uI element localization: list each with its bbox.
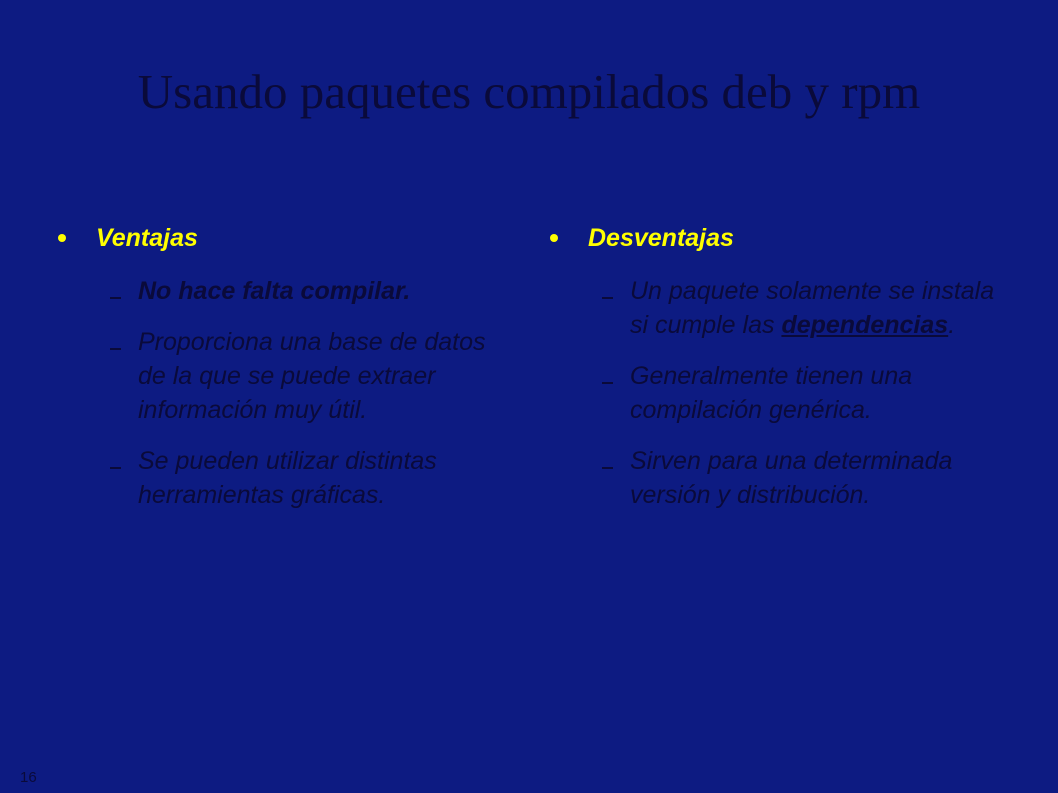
list-item	[56, 325, 516, 427]
list-item	[548, 274, 1018, 342]
disadvantages-column	[548, 220, 1018, 529]
advantages-column	[56, 220, 516, 529]
list-item-text-start: Un paquete solamente se instala si cumple las	[630, 277, 995, 339]
disadvantages-list	[548, 274, 1018, 512]
dash-icon	[110, 467, 121, 469]
list-item-text	[630, 274, 1018, 342]
list-item	[548, 359, 1018, 427]
list-item-text: Se pueden utilizar distintas herramientas gráficas.	[138, 447, 437, 509]
dash-icon	[110, 348, 121, 350]
list-item-text: Generalmente tienen una compilación genérica.	[630, 362, 913, 424]
advantages-heading	[56, 220, 516, 256]
list-item	[56, 274, 516, 308]
list-item	[548, 444, 1018, 512]
list-item-text: Sirven para una determinada versión y distribución.	[630, 447, 953, 509]
dependencies-emphasis: dependencias	[781, 311, 949, 339]
advantages-list	[56, 274, 516, 512]
list-item-text: Proporciona una base de datos de la que se puede extraer información muy útil.	[138, 328, 486, 424]
slide-title: Usando paquetes compilados deb y rpm	[137, 64, 921, 119]
dash-icon	[602, 297, 613, 299]
disadvantages-heading	[548, 220, 1018, 256]
page-number: 16	[20, 769, 37, 786]
dash-icon	[602, 467, 613, 469]
bullet-icon	[550, 234, 558, 242]
list-item-text-end: .	[948, 311, 956, 339]
advantages-heading-label: Ventajas	[96, 224, 198, 252]
dash-icon	[110, 297, 121, 299]
list-item	[56, 444, 516, 512]
disadvantages-heading-label: Desventajas	[588, 224, 734, 252]
dash-icon	[602, 382, 613, 384]
bullet-icon	[58, 234, 66, 242]
list-item-text: No hace falta compilar.	[138, 277, 411, 305]
